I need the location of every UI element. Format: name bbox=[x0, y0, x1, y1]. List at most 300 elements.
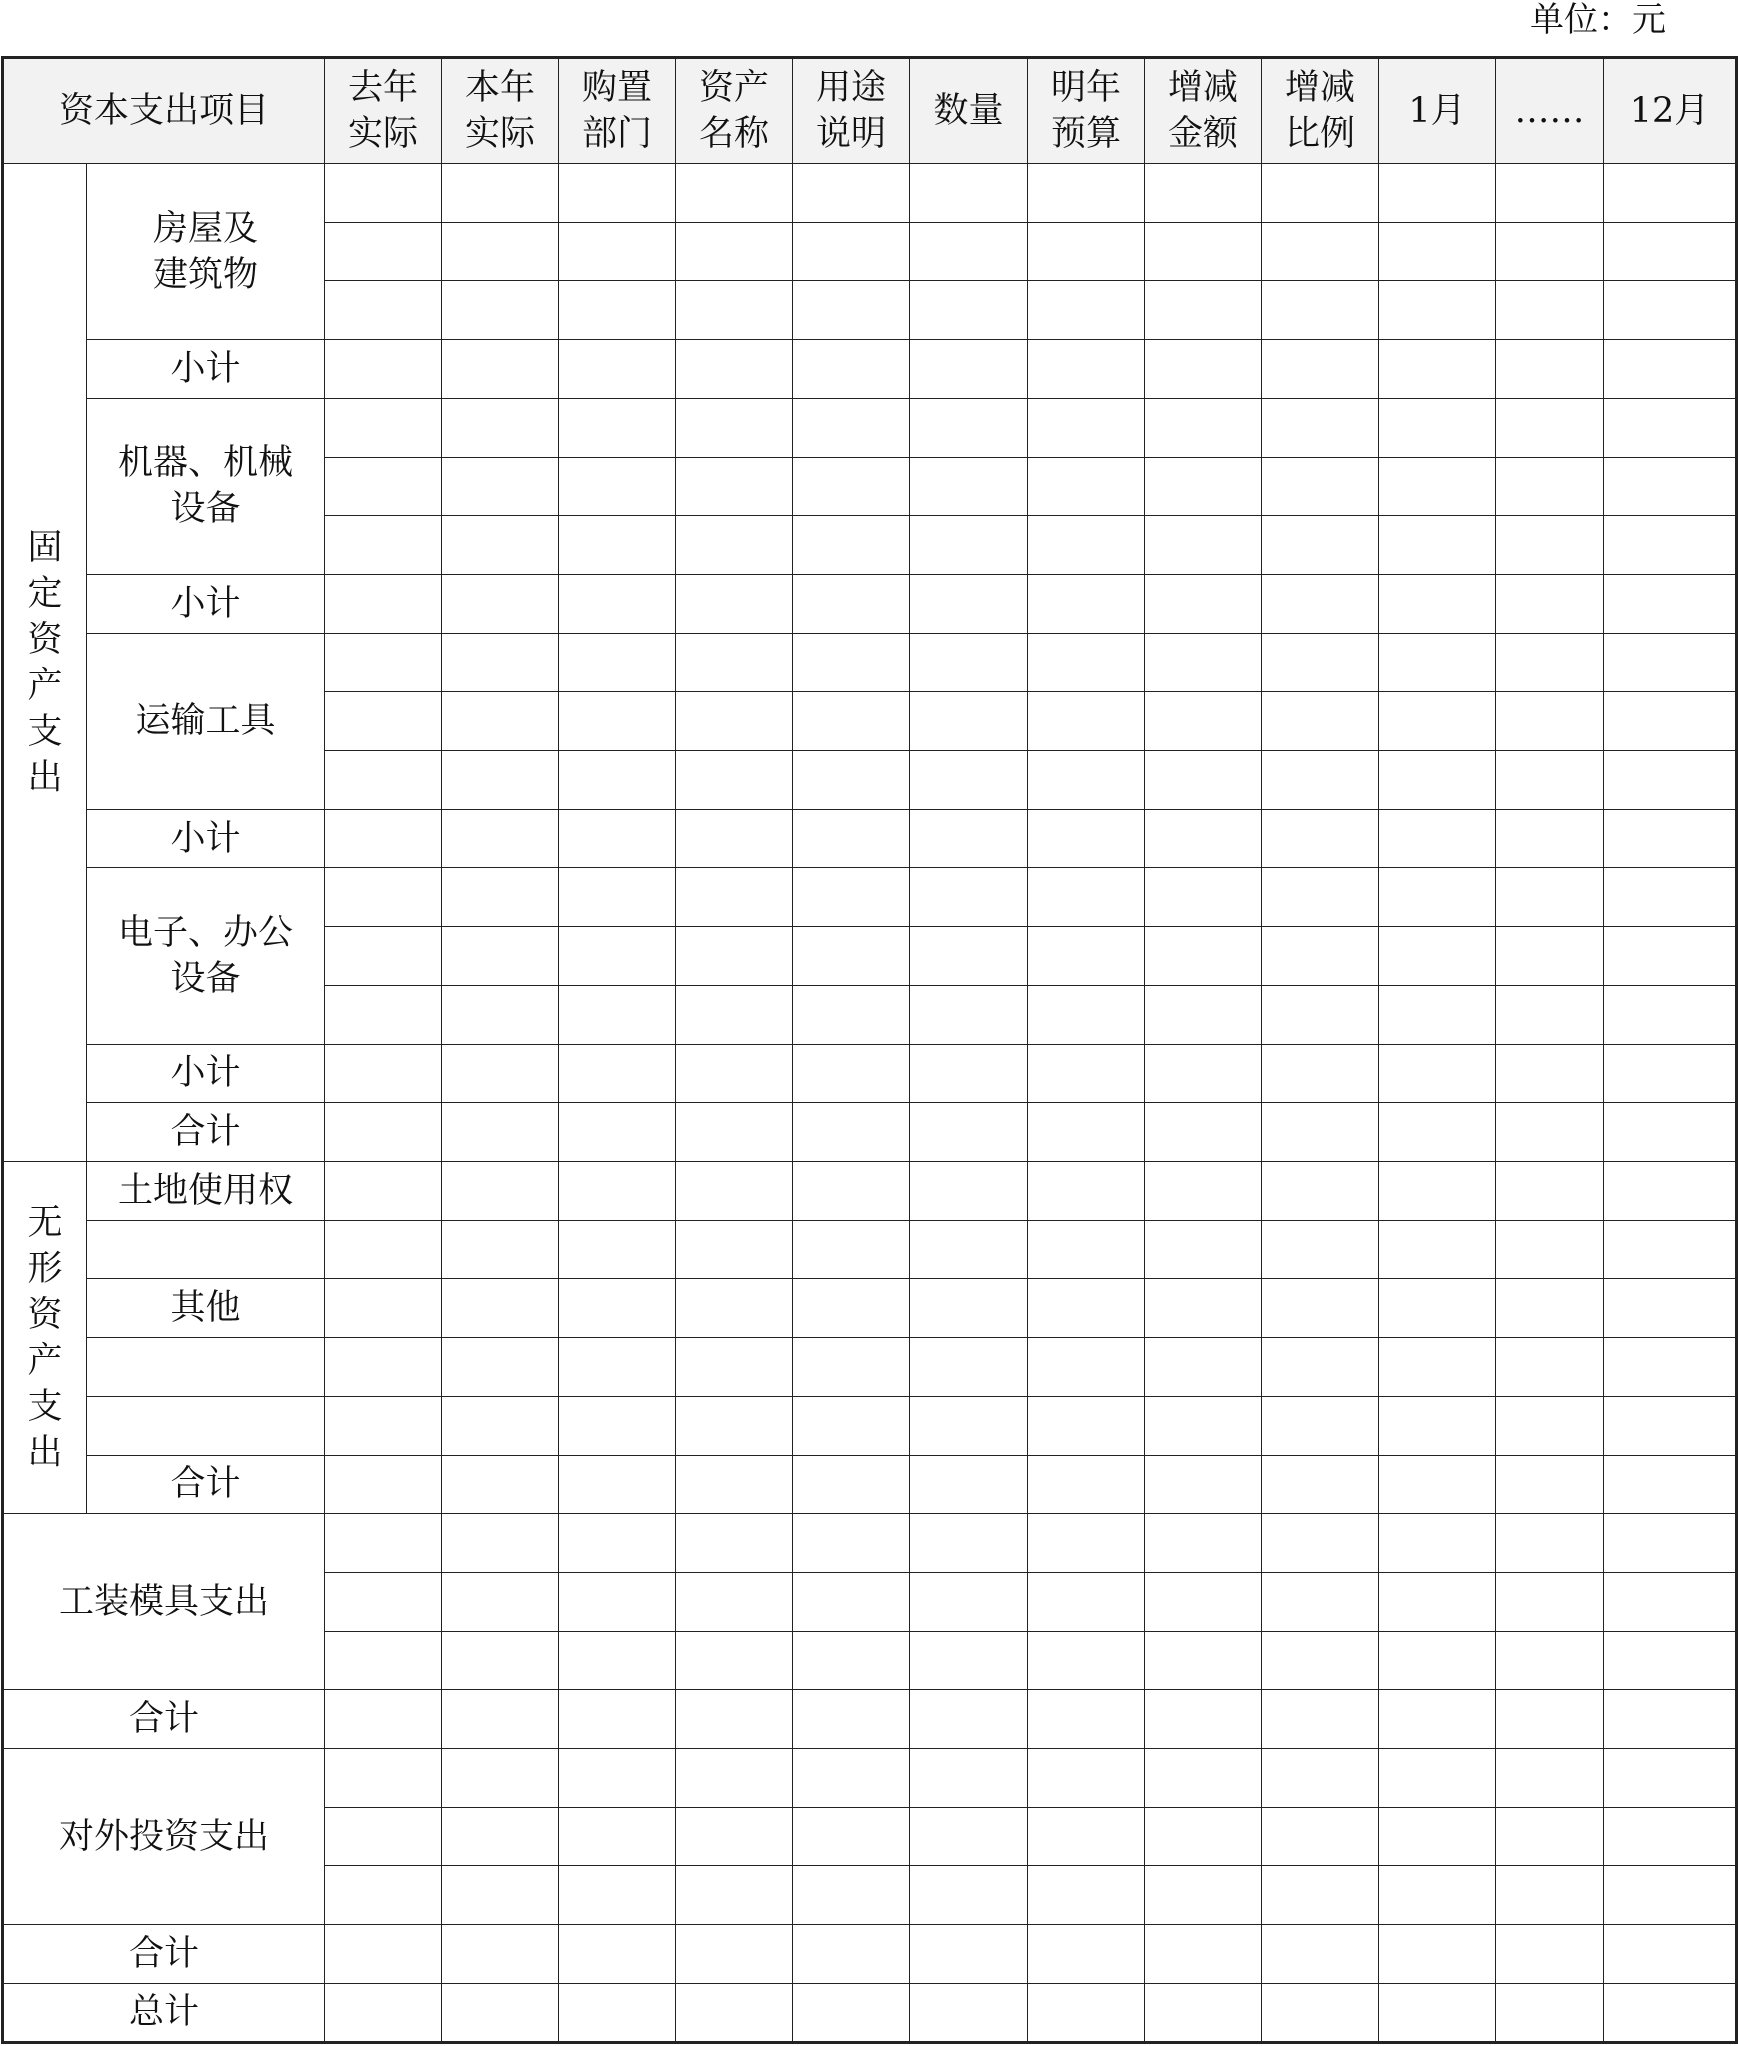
data-cell[interactable] bbox=[1028, 1514, 1145, 1573]
data-cell[interactable] bbox=[1028, 1983, 1145, 2042]
data-cell[interactable] bbox=[1145, 751, 1262, 810]
data-cell[interactable] bbox=[1262, 1279, 1379, 1338]
data-cell[interactable] bbox=[1496, 809, 1604, 868]
data-cell[interactable] bbox=[793, 1807, 910, 1866]
data-cell[interactable] bbox=[1604, 574, 1737, 633]
data-cell[interactable] bbox=[793, 1279, 910, 1338]
data-cell[interactable] bbox=[676, 1103, 793, 1162]
data-cell[interactable] bbox=[676, 1572, 793, 1631]
data-cell[interactable] bbox=[793, 692, 910, 751]
data-cell[interactable] bbox=[1145, 692, 1262, 751]
data-cell[interactable] bbox=[1496, 222, 1604, 281]
data-cell[interactable] bbox=[559, 1690, 676, 1749]
data-cell[interactable] bbox=[1145, 1631, 1262, 1690]
data-cell[interactable] bbox=[1496, 692, 1604, 751]
data-cell[interactable] bbox=[1028, 1807, 1145, 1866]
data-cell[interactable] bbox=[559, 1866, 676, 1925]
data-cell[interactable] bbox=[442, 1338, 559, 1397]
data-cell[interactable] bbox=[559, 457, 676, 516]
data-cell[interactable] bbox=[676, 1866, 793, 1925]
data-cell[interactable] bbox=[793, 1455, 910, 1514]
data-cell[interactable] bbox=[1145, 985, 1262, 1044]
data-cell[interactable] bbox=[793, 1572, 910, 1631]
data-cell[interactable] bbox=[1145, 1044, 1262, 1103]
data-cell[interactable] bbox=[1145, 1690, 1262, 1749]
data-cell[interactable] bbox=[1028, 222, 1145, 281]
data-cell[interactable] bbox=[793, 1103, 910, 1162]
data-cell[interactable] bbox=[442, 1220, 559, 1279]
data-cell[interactable] bbox=[1604, 398, 1737, 457]
data-cell[interactable] bbox=[1379, 1925, 1496, 1984]
data-cell[interactable] bbox=[793, 1514, 910, 1573]
data-cell[interactable] bbox=[1604, 1103, 1737, 1162]
data-cell[interactable] bbox=[1379, 457, 1496, 516]
data-cell[interactable] bbox=[1262, 868, 1379, 927]
data-cell[interactable] bbox=[1262, 1338, 1379, 1397]
data-cell[interactable] bbox=[442, 927, 559, 986]
data-cell[interactable] bbox=[793, 751, 910, 810]
data-cell[interactable] bbox=[325, 692, 442, 751]
data-cell[interactable] bbox=[910, 1103, 1028, 1162]
data-cell[interactable] bbox=[1028, 1220, 1145, 1279]
data-cell[interactable] bbox=[910, 1396, 1028, 1455]
data-cell[interactable] bbox=[325, 751, 442, 810]
data-cell[interactable] bbox=[442, 340, 559, 399]
data-cell[interactable] bbox=[325, 222, 442, 281]
data-cell[interactable] bbox=[1379, 1455, 1496, 1514]
data-cell[interactable] bbox=[1262, 809, 1379, 868]
data-cell[interactable] bbox=[1496, 574, 1604, 633]
data-cell[interactable] bbox=[325, 1044, 442, 1103]
data-cell[interactable] bbox=[676, 164, 793, 223]
data-cell[interactable] bbox=[1496, 457, 1604, 516]
data-cell[interactable] bbox=[1379, 398, 1496, 457]
data-cell[interactable] bbox=[1262, 1925, 1379, 1984]
data-cell[interactable] bbox=[442, 164, 559, 223]
data-cell[interactable] bbox=[442, 1631, 559, 1690]
data-cell[interactable] bbox=[676, 340, 793, 399]
data-cell[interactable] bbox=[1496, 1455, 1604, 1514]
data-cell[interactable] bbox=[1379, 868, 1496, 927]
data-cell[interactable] bbox=[325, 398, 442, 457]
data-cell[interactable] bbox=[1379, 1572, 1496, 1631]
data-cell[interactable] bbox=[676, 1514, 793, 1573]
data-cell[interactable] bbox=[1262, 633, 1379, 692]
data-cell[interactable] bbox=[1496, 1220, 1604, 1279]
data-cell[interactable] bbox=[910, 1807, 1028, 1866]
data-cell[interactable] bbox=[1379, 1162, 1496, 1221]
data-cell[interactable] bbox=[559, 1749, 676, 1808]
data-cell[interactable] bbox=[676, 751, 793, 810]
data-cell[interactable] bbox=[910, 633, 1028, 692]
data-cell[interactable] bbox=[325, 1749, 442, 1808]
data-cell[interactable] bbox=[325, 809, 442, 868]
data-cell[interactable] bbox=[1145, 1103, 1262, 1162]
data-cell[interactable] bbox=[1262, 164, 1379, 223]
data-cell[interactable] bbox=[559, 1572, 676, 1631]
data-cell[interactable] bbox=[442, 1690, 559, 1749]
data-cell[interactable] bbox=[325, 633, 442, 692]
data-cell[interactable] bbox=[1262, 1631, 1379, 1690]
data-cell[interactable] bbox=[325, 1925, 442, 1984]
data-cell[interactable] bbox=[793, 1338, 910, 1397]
data-cell[interactable] bbox=[793, 457, 910, 516]
data-cell[interactable] bbox=[442, 457, 559, 516]
data-cell[interactable] bbox=[676, 1396, 793, 1455]
data-cell[interactable] bbox=[559, 1279, 676, 1338]
data-cell[interactable] bbox=[910, 222, 1028, 281]
data-cell[interactable] bbox=[910, 927, 1028, 986]
data-cell[interactable] bbox=[1262, 340, 1379, 399]
data-cell[interactable] bbox=[1604, 985, 1737, 1044]
data-cell[interactable] bbox=[793, 516, 910, 575]
data-cell[interactable] bbox=[1145, 1807, 1262, 1866]
data-cell[interactable] bbox=[1496, 1279, 1604, 1338]
data-cell[interactable] bbox=[1028, 809, 1145, 868]
data-cell[interactable] bbox=[910, 1690, 1028, 1749]
data-cell[interactable] bbox=[1496, 340, 1604, 399]
data-cell[interactable] bbox=[325, 1690, 442, 1749]
data-cell[interactable] bbox=[325, 340, 442, 399]
data-cell[interactable] bbox=[1379, 574, 1496, 633]
data-cell[interactable] bbox=[325, 985, 442, 1044]
data-cell[interactable] bbox=[793, 340, 910, 399]
data-cell[interactable] bbox=[1604, 1925, 1737, 1984]
data-cell[interactable] bbox=[325, 1572, 442, 1631]
data-cell[interactable] bbox=[1262, 692, 1379, 751]
data-cell[interactable] bbox=[325, 1279, 442, 1338]
data-cell[interactable] bbox=[1028, 927, 1145, 986]
data-cell[interactable] bbox=[1145, 1514, 1262, 1573]
data-cell[interactable] bbox=[793, 281, 910, 340]
data-cell[interactable] bbox=[1028, 1338, 1145, 1397]
data-cell[interactable] bbox=[325, 1866, 442, 1925]
data-cell[interactable] bbox=[1028, 1572, 1145, 1631]
data-cell[interactable] bbox=[1379, 1279, 1496, 1338]
data-cell[interactable] bbox=[1262, 1866, 1379, 1925]
data-cell[interactable] bbox=[1028, 633, 1145, 692]
data-cell[interactable] bbox=[793, 868, 910, 927]
data-cell[interactable] bbox=[559, 1220, 676, 1279]
data-cell[interactable] bbox=[793, 1983, 910, 2042]
data-cell[interactable] bbox=[910, 516, 1028, 575]
data-cell[interactable] bbox=[559, 516, 676, 575]
data-cell[interactable] bbox=[1145, 222, 1262, 281]
data-cell[interactable] bbox=[1496, 985, 1604, 1044]
data-cell[interactable] bbox=[442, 1279, 559, 1338]
data-cell[interactable] bbox=[910, 1514, 1028, 1573]
data-cell[interactable] bbox=[442, 1044, 559, 1103]
data-cell[interactable] bbox=[1145, 1925, 1262, 1984]
data-cell[interactable] bbox=[1145, 1455, 1262, 1514]
data-cell[interactable] bbox=[1379, 751, 1496, 810]
data-cell[interactable] bbox=[325, 457, 442, 516]
data-cell[interactable] bbox=[910, 809, 1028, 868]
data-cell[interactable] bbox=[910, 1983, 1028, 2042]
data-cell[interactable] bbox=[1604, 1338, 1737, 1397]
data-cell[interactable] bbox=[1604, 751, 1737, 810]
data-cell[interactable] bbox=[1604, 222, 1737, 281]
data-cell[interactable] bbox=[1145, 574, 1262, 633]
data-cell[interactable] bbox=[793, 398, 910, 457]
data-cell[interactable] bbox=[793, 1631, 910, 1690]
data-cell[interactable] bbox=[1604, 1690, 1737, 1749]
data-cell[interactable] bbox=[1028, 1279, 1145, 1338]
data-cell[interactable] bbox=[442, 809, 559, 868]
data-cell[interactable] bbox=[1379, 164, 1496, 223]
data-cell[interactable] bbox=[1028, 692, 1145, 751]
data-cell[interactable] bbox=[325, 1514, 442, 1573]
data-cell[interactable] bbox=[676, 1983, 793, 2042]
data-cell[interactable] bbox=[1379, 633, 1496, 692]
data-cell[interactable] bbox=[559, 1514, 676, 1573]
data-cell[interactable] bbox=[442, 985, 559, 1044]
data-cell[interactable] bbox=[1379, 222, 1496, 281]
data-cell[interactable] bbox=[1145, 868, 1262, 927]
data-cell[interactable] bbox=[1145, 1572, 1262, 1631]
data-cell[interactable] bbox=[793, 1749, 910, 1808]
data-cell[interactable] bbox=[1262, 457, 1379, 516]
data-cell[interactable] bbox=[442, 692, 559, 751]
data-cell[interactable] bbox=[325, 1338, 442, 1397]
data-cell[interactable] bbox=[793, 1866, 910, 1925]
data-cell[interactable] bbox=[1496, 1983, 1604, 2042]
data-cell[interactable] bbox=[442, 281, 559, 340]
data-cell[interactable] bbox=[1379, 1514, 1496, 1573]
data-cell[interactable] bbox=[1262, 985, 1379, 1044]
data-cell[interactable] bbox=[1262, 1983, 1379, 2042]
data-cell[interactable] bbox=[442, 1455, 559, 1514]
data-cell[interactable] bbox=[442, 1983, 559, 2042]
data-cell[interactable] bbox=[1262, 1162, 1379, 1221]
data-cell[interactable] bbox=[910, 1866, 1028, 1925]
data-cell[interactable] bbox=[1379, 692, 1496, 751]
data-cell[interactable] bbox=[676, 985, 793, 1044]
data-cell[interactable] bbox=[1496, 633, 1604, 692]
data-cell[interactable] bbox=[910, 985, 1028, 1044]
data-cell[interactable] bbox=[676, 1925, 793, 1984]
data-cell[interactable] bbox=[676, 1749, 793, 1808]
data-cell[interactable] bbox=[1604, 1807, 1737, 1866]
data-cell[interactable] bbox=[1145, 1866, 1262, 1925]
data-cell[interactable] bbox=[1028, 574, 1145, 633]
data-cell[interactable] bbox=[676, 1162, 793, 1221]
data-cell[interactable] bbox=[1145, 927, 1262, 986]
data-cell[interactable] bbox=[1604, 1631, 1737, 1690]
data-cell[interactable] bbox=[1028, 1103, 1145, 1162]
data-cell[interactable] bbox=[1496, 164, 1604, 223]
data-cell[interactable] bbox=[1145, 516, 1262, 575]
data-cell[interactable] bbox=[325, 164, 442, 223]
data-cell[interactable] bbox=[1379, 1749, 1496, 1808]
data-cell[interactable] bbox=[910, 1220, 1028, 1279]
data-cell[interactable] bbox=[1262, 1514, 1379, 1573]
data-cell[interactable] bbox=[1604, 1220, 1737, 1279]
data-cell[interactable] bbox=[442, 398, 559, 457]
data-cell[interactable] bbox=[1604, 1279, 1737, 1338]
data-cell[interactable] bbox=[1379, 1631, 1496, 1690]
data-cell[interactable] bbox=[1028, 516, 1145, 575]
data-cell[interactable] bbox=[1028, 1396, 1145, 1455]
data-cell[interactable] bbox=[1496, 1044, 1604, 1103]
data-cell[interactable] bbox=[676, 457, 793, 516]
data-cell[interactable] bbox=[442, 1396, 559, 1455]
data-cell[interactable] bbox=[442, 574, 559, 633]
data-cell[interactable] bbox=[793, 164, 910, 223]
data-cell[interactable] bbox=[676, 809, 793, 868]
data-cell[interactable] bbox=[442, 1925, 559, 1984]
data-cell[interactable] bbox=[1262, 1396, 1379, 1455]
data-cell[interactable] bbox=[676, 1220, 793, 1279]
data-cell[interactable] bbox=[676, 1690, 793, 1749]
data-cell[interactable] bbox=[676, 927, 793, 986]
data-cell[interactable] bbox=[1145, 340, 1262, 399]
data-cell[interactable] bbox=[1604, 281, 1737, 340]
data-cell[interactable] bbox=[442, 222, 559, 281]
data-cell[interactable] bbox=[1145, 457, 1262, 516]
data-cell[interactable] bbox=[1262, 1807, 1379, 1866]
data-cell[interactable] bbox=[1604, 1514, 1737, 1573]
data-cell[interactable] bbox=[442, 1749, 559, 1808]
data-cell[interactable] bbox=[1496, 1514, 1604, 1573]
data-cell[interactable] bbox=[1604, 1455, 1737, 1514]
data-cell[interactable] bbox=[325, 868, 442, 927]
data-cell[interactable] bbox=[793, 809, 910, 868]
data-cell[interactable] bbox=[559, 281, 676, 340]
data-cell[interactable] bbox=[442, 516, 559, 575]
data-cell[interactable] bbox=[1496, 516, 1604, 575]
data-cell[interactable] bbox=[1604, 340, 1737, 399]
data-cell[interactable] bbox=[1028, 340, 1145, 399]
data-cell[interactable] bbox=[910, 164, 1028, 223]
data-cell[interactable] bbox=[1379, 1396, 1496, 1455]
data-cell[interactable] bbox=[325, 1983, 442, 2042]
data-cell[interactable] bbox=[1028, 1749, 1145, 1808]
data-cell[interactable] bbox=[1028, 1162, 1145, 1221]
data-cell[interactable] bbox=[325, 927, 442, 986]
data-cell[interactable] bbox=[559, 222, 676, 281]
data-cell[interactable] bbox=[676, 1279, 793, 1338]
data-cell[interactable] bbox=[1496, 1866, 1604, 1925]
data-cell[interactable] bbox=[1262, 1749, 1379, 1808]
data-cell[interactable] bbox=[1496, 1162, 1604, 1221]
data-cell[interactable] bbox=[1262, 1044, 1379, 1103]
data-cell[interactable] bbox=[910, 1044, 1028, 1103]
data-cell[interactable] bbox=[1262, 1572, 1379, 1631]
data-cell[interactable] bbox=[676, 1807, 793, 1866]
data-cell[interactable] bbox=[1028, 868, 1145, 927]
data-cell[interactable] bbox=[1379, 340, 1496, 399]
data-cell[interactable] bbox=[1379, 1983, 1496, 2042]
data-cell[interactable] bbox=[442, 751, 559, 810]
data-cell[interactable] bbox=[442, 868, 559, 927]
data-cell[interactable] bbox=[910, 1338, 1028, 1397]
data-cell[interactable] bbox=[910, 1279, 1028, 1338]
data-cell[interactable] bbox=[1604, 164, 1737, 223]
data-cell[interactable] bbox=[1262, 1103, 1379, 1162]
data-cell[interactable] bbox=[793, 1162, 910, 1221]
data-cell[interactable] bbox=[1145, 1279, 1262, 1338]
data-cell[interactable] bbox=[1604, 1572, 1737, 1631]
data-cell[interactable] bbox=[1604, 927, 1737, 986]
data-cell[interactable] bbox=[1604, 809, 1737, 868]
data-cell[interactable] bbox=[559, 340, 676, 399]
data-cell[interactable] bbox=[676, 692, 793, 751]
data-cell[interactable] bbox=[1496, 927, 1604, 986]
data-cell[interactable] bbox=[793, 633, 910, 692]
data-cell[interactable] bbox=[676, 574, 793, 633]
data-cell[interactable] bbox=[1145, 1338, 1262, 1397]
data-cell[interactable] bbox=[910, 340, 1028, 399]
data-cell[interactable] bbox=[793, 574, 910, 633]
data-cell[interactable] bbox=[559, 1338, 676, 1397]
data-cell[interactable] bbox=[1028, 1455, 1145, 1514]
data-cell[interactable] bbox=[1379, 1044, 1496, 1103]
data-cell[interactable] bbox=[1496, 281, 1604, 340]
data-cell[interactable] bbox=[559, 1983, 676, 2042]
data-cell[interactable] bbox=[325, 516, 442, 575]
data-cell[interactable] bbox=[910, 457, 1028, 516]
data-cell[interactable] bbox=[1145, 398, 1262, 457]
data-cell[interactable] bbox=[1028, 751, 1145, 810]
data-cell[interactable] bbox=[1028, 398, 1145, 457]
data-cell[interactable] bbox=[676, 1338, 793, 1397]
data-cell[interactable] bbox=[559, 1162, 676, 1221]
data-cell[interactable] bbox=[1379, 1807, 1496, 1866]
data-cell[interactable] bbox=[676, 516, 793, 575]
data-cell[interactable] bbox=[1145, 1983, 1262, 2042]
data-cell[interactable] bbox=[1379, 809, 1496, 868]
data-cell[interactable] bbox=[676, 1455, 793, 1514]
data-cell[interactable] bbox=[1145, 281, 1262, 340]
data-cell[interactable] bbox=[442, 1514, 559, 1573]
data-cell[interactable] bbox=[676, 633, 793, 692]
data-cell[interactable] bbox=[1496, 868, 1604, 927]
data-cell[interactable] bbox=[793, 1690, 910, 1749]
data-cell[interactable] bbox=[910, 692, 1028, 751]
data-cell[interactable] bbox=[559, 574, 676, 633]
data-cell[interactable] bbox=[442, 1162, 559, 1221]
data-cell[interactable] bbox=[1262, 1220, 1379, 1279]
data-cell[interactable] bbox=[910, 398, 1028, 457]
data-cell[interactable] bbox=[559, 809, 676, 868]
data-cell[interactable] bbox=[1604, 1749, 1737, 1808]
data-cell[interactable] bbox=[1379, 516, 1496, 575]
data-cell[interactable] bbox=[910, 1162, 1028, 1221]
data-cell[interactable] bbox=[910, 1631, 1028, 1690]
data-cell[interactable] bbox=[442, 1866, 559, 1925]
data-cell[interactable] bbox=[1262, 398, 1379, 457]
data-cell[interactable] bbox=[1145, 809, 1262, 868]
data-cell[interactable] bbox=[1496, 398, 1604, 457]
data-cell[interactable] bbox=[1496, 1631, 1604, 1690]
data-cell[interactable] bbox=[442, 1103, 559, 1162]
data-cell[interactable] bbox=[1379, 281, 1496, 340]
data-cell[interactable] bbox=[1604, 1866, 1737, 1925]
data-cell[interactable] bbox=[1379, 1220, 1496, 1279]
data-cell[interactable] bbox=[793, 1396, 910, 1455]
data-cell[interactable] bbox=[1496, 1690, 1604, 1749]
data-cell[interactable] bbox=[910, 1455, 1028, 1514]
data-cell[interactable] bbox=[559, 1455, 676, 1514]
data-cell[interactable] bbox=[1496, 1749, 1604, 1808]
data-cell[interactable] bbox=[442, 1807, 559, 1866]
data-cell[interactable] bbox=[1496, 1572, 1604, 1631]
data-cell[interactable] bbox=[676, 222, 793, 281]
data-cell[interactable] bbox=[1496, 1807, 1604, 1866]
data-cell[interactable] bbox=[1028, 1690, 1145, 1749]
data-cell[interactable] bbox=[793, 1220, 910, 1279]
